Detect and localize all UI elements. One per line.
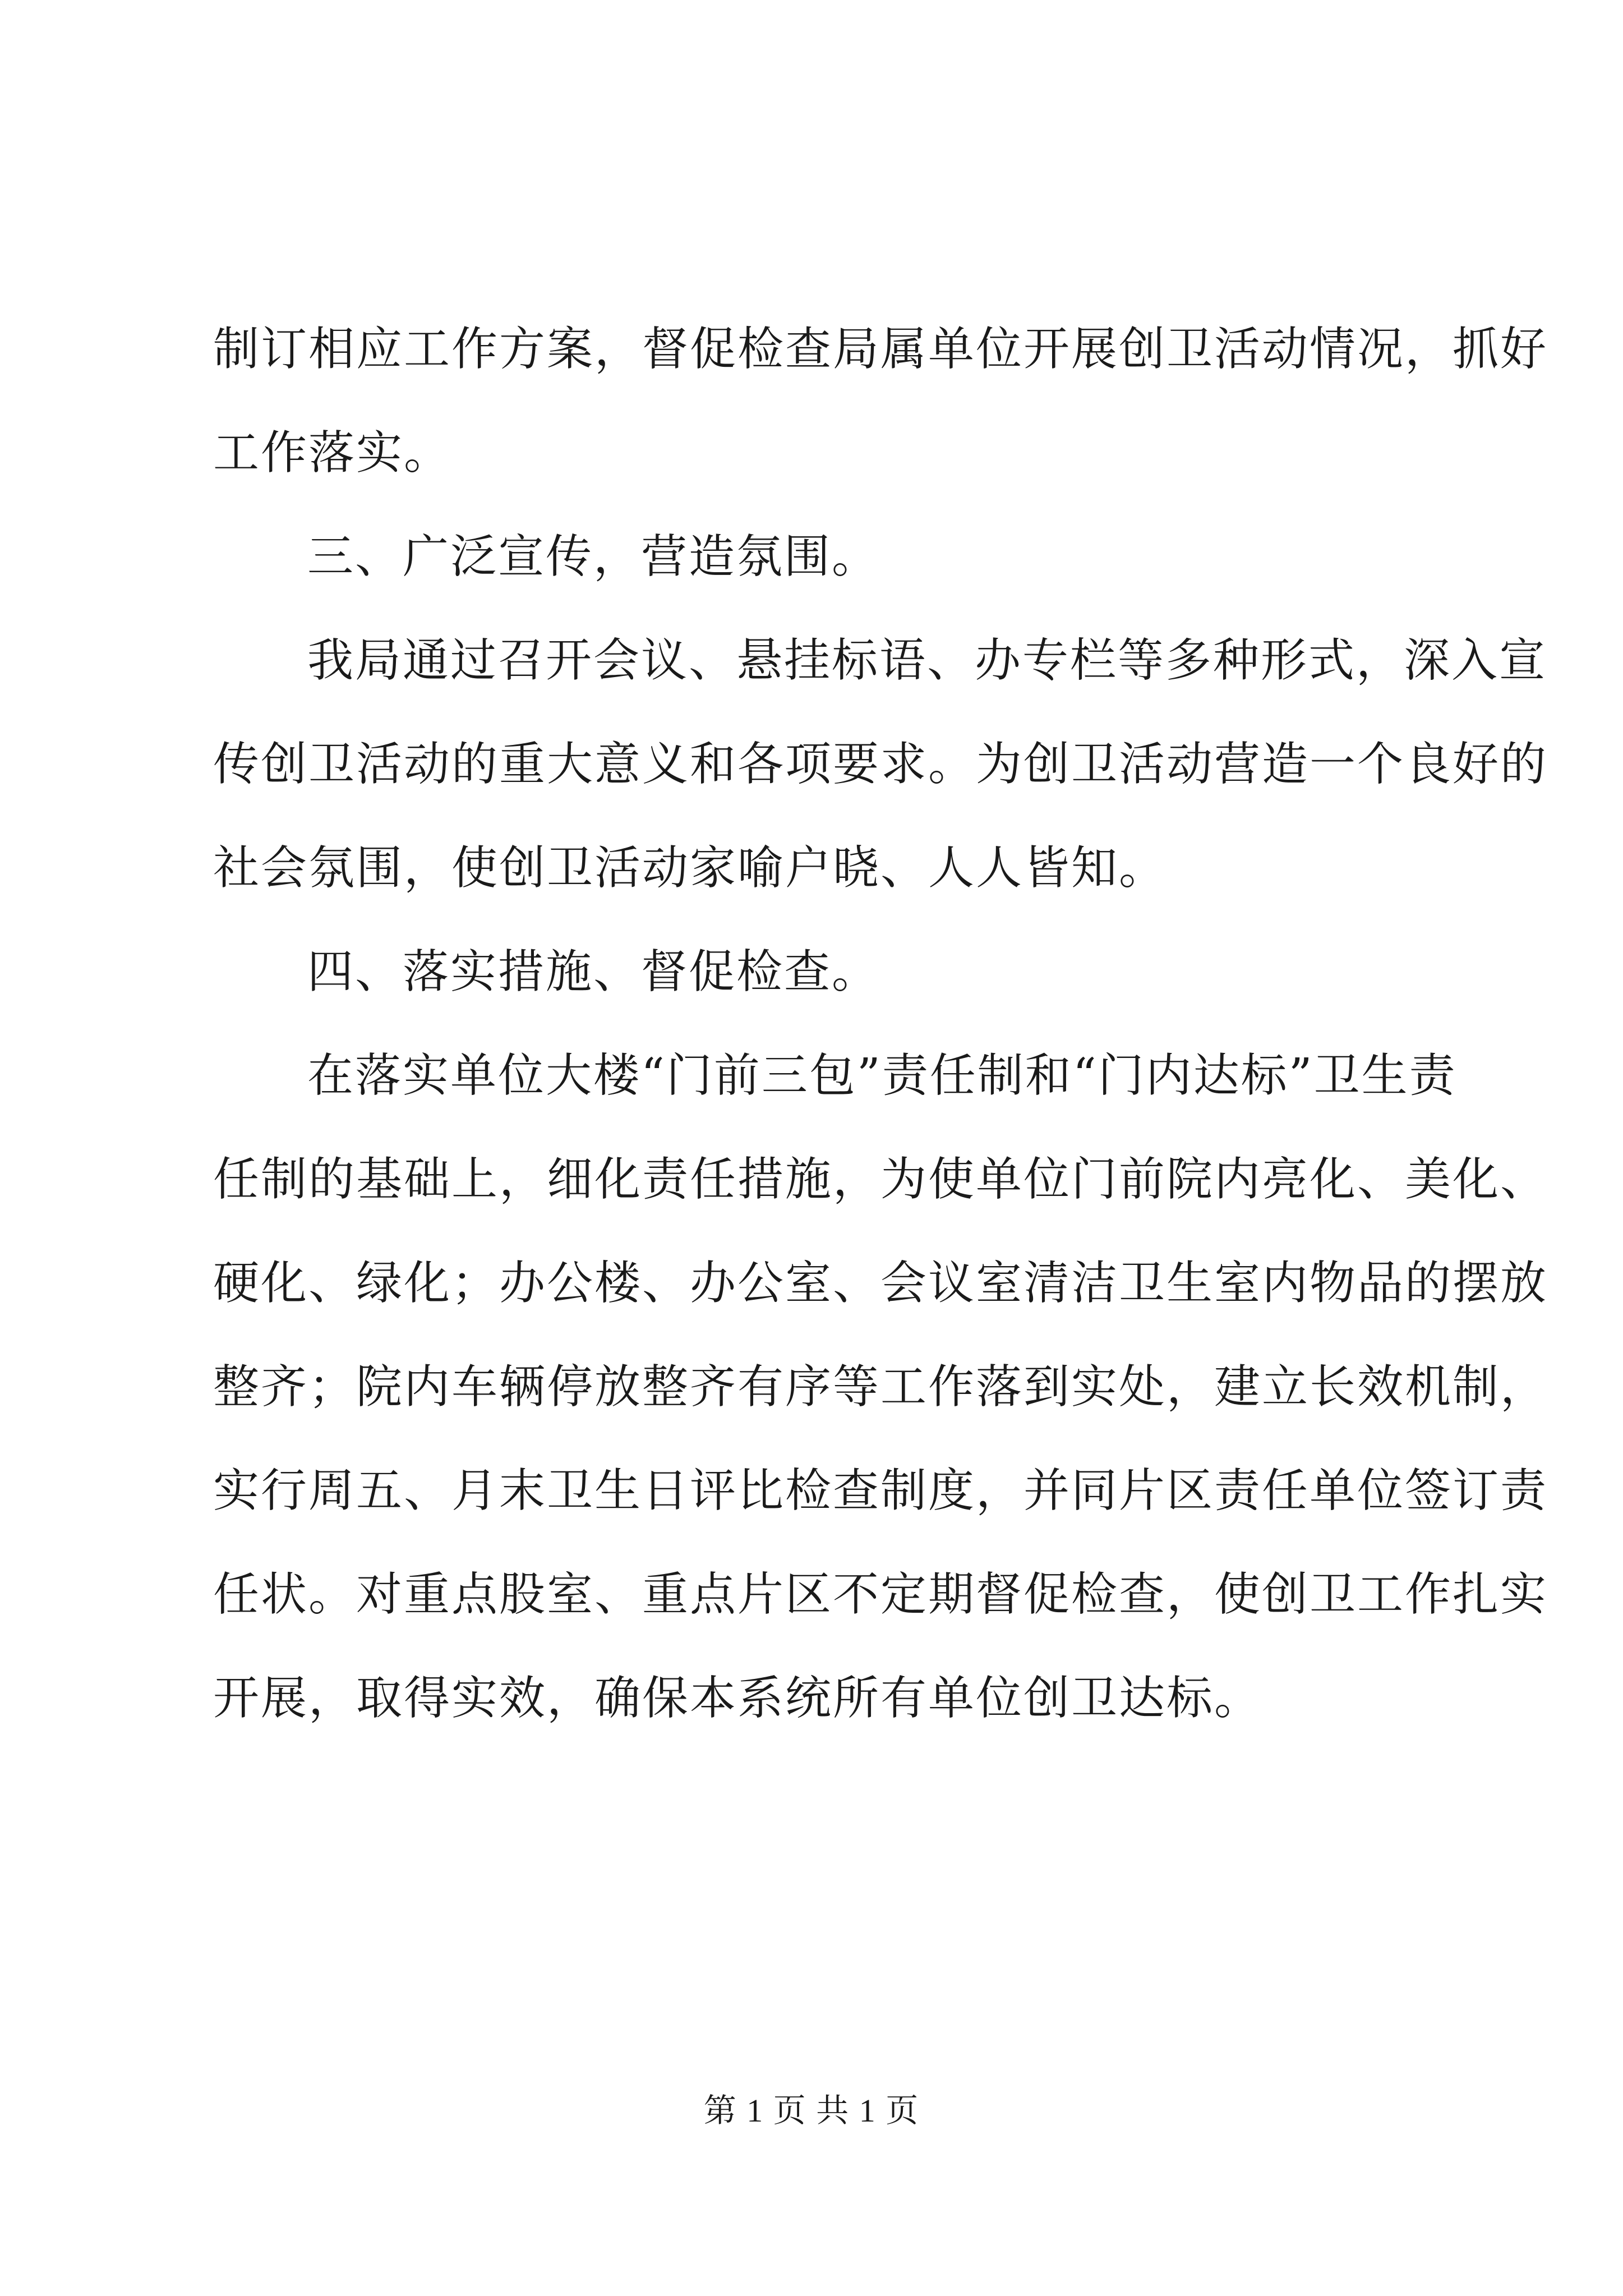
section-heading: 四、落实措施、督促检查。 (307, 945, 880, 999)
body-line: 在落实单位大楼“门前三包”责任制和“门内达标”卫生责 (307, 1049, 1457, 1102)
body-line: 制订相应工作方案，督促检查局属单位开展创卫活动情况，抓好 (213, 323, 1548, 376)
body-line: 整齐；院内车辆停放整齐有序等工作落到实处，建立长效机制， (213, 1360, 1548, 1414)
document-body (213, 297, 1548, 1750)
body-line: 工作落实。 (213, 426, 452, 480)
body-line: 硬化、绿化；办公楼、办公室、会议室清洁卫生室内物品的摆放 (213, 1257, 1548, 1310)
body-line: 实行周五、月末卫生日评比检查制度，并同片区责任单位签订责 (213, 1464, 1548, 1517)
body-line: 任制的基础上，细化责任措施，为使单位门前院内亮化、美化、 (213, 1153, 1548, 1206)
body-line: 传创卫活动的重大意义和各项要求。为创卫活动营造一个良好的 (213, 738, 1548, 791)
page-footer: 第 1 页 共 1 页 (703, 2092, 920, 2129)
body-line: 我局通过召开会议、悬挂标语、办专栏等多种形式，深入宣 (307, 634, 1547, 687)
section-heading: 三、广泛宣传，营造氛围。 (307, 530, 880, 583)
body-line: 社会氛围，使创卫活动家喻户晓、人人皆知。 (213, 841, 1167, 895)
body-line: 开展，取得实效，确保本系统所有单位创卫达标。 (213, 1672, 1262, 1725)
body-line: 任状。对重点股室、重点片区不定期督促检查，使创卫工作扎实 (213, 1568, 1548, 1621)
